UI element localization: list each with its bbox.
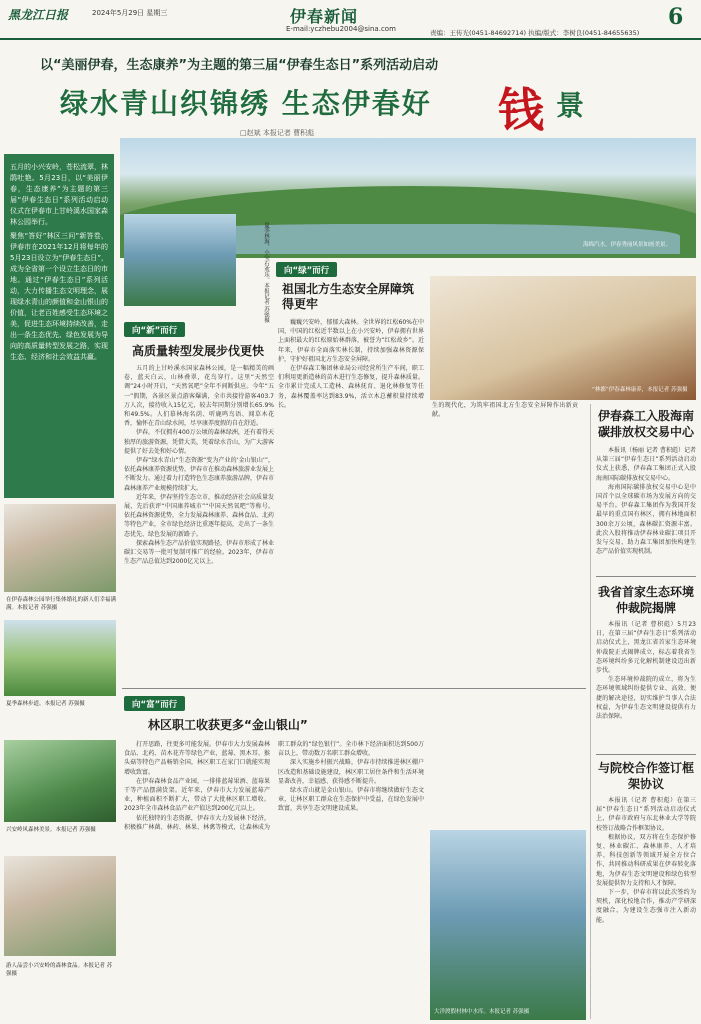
main-headline: 绿水青山织锦绣 生态伊春好 — [60, 87, 432, 120]
headline-highlight-char: 钱 — [498, 83, 544, 137]
photo-caption: “林都”伊春森林康养，本报记者 苏强摄 — [592, 387, 688, 393]
editors-line: 责编：王传光(0451-84692714) 执编/版式：李树良(0451-84655635) — [430, 29, 640, 37]
right-article-2-title: 我省首家生态环境仲裁院揭牌 — [597, 585, 694, 615]
article-body-new: 五月的上甘岭溪水国家森林公园，是一幅精美的画卷，蓝天白云，山林叠翠，花鸟穿行。这里“天然空调”24小时开启，“天然氧吧”全年不间断供应。今年“五一”假期，各景区景点游客爆满，全市共接待游客403.7万人次，接待收入15亿元，较去年同期分别增长65.9%和49.5%。人们慕林海名荫、听鹿鸣鸟语、闻草木花香，愉怀在青山绿水间，尽享康养度假的自在舒适。 伊春，不仅拥有400万公顷的森林绿洲，还有着得天独厚的旅游资源，凭借大美，凭着绿水青山，为广大游客提供了好去处和好心情。 伊春“绿水青山”生态资源“变为产业的‘金山银山’”，依托森林康养资源优势，伊春市在推动森林旅游业发展上不断发力。通过着力打造特色生态康养旅游品牌，伊春市森林康养产业规模持续扩大。 近年来，伊春坚持生态立市，推动经济社会高质量发展，先后获评“中国康养城市”“中国天然氧吧”等称号。依托森林资源优势，全力发展森林康养、森林食品、北药等特色产业，全市绿色经济比重逐年提高，走出了一条生态优先、绿色发展的新路子。 探索森林生态产品价值实现路径，伊春市形成了林业碳汇交易等一批可复制可推广的经验。2023年，伊春市生态产品总值达到2000亿元以上。 — [124, 365, 274, 566]
article-title-green: 祖国北方生态安全屏障筑得更牢 — [282, 282, 415, 311]
paper-name: 黑龙江日报 — [8, 8, 69, 22]
photo-caption: 在伊春森林公园举行集体婚礼的新人们幸福满满。本报记者 苏强摄 — [6, 597, 117, 611]
section-title: 伊春新闻 — [290, 7, 359, 26]
headline-kicker: 以“美丽伊春，生态康养”为主题的第三届“伊春生态日”系列活动启动 — [40, 58, 439, 73]
section-email: E-mail:yczhebu2004@sina.com — [286, 25, 396, 33]
photo-guzheng — [430, 276, 696, 400]
sidebar-paragraph: 五月的小兴安岭，苍松流翠，林鹃吐艳。5月23日，以“美丽伊春，生态康养”为主题的第三届“伊春生态日”系列活动启动仪式在伊春市上甘岭溪水国家森林公园举行。 — [10, 163, 108, 226]
lead-sidebar — [4, 154, 114, 498]
hero-caption: 海绵汽水，伊春秀丽风景如画美景。 — [583, 242, 672, 248]
photo-caption: 夏季森林步道。本报记者 苏强摄 — [6, 701, 85, 707]
right-article-1-title: 伊春森工入股海南碳排放权交易中心 — [597, 409, 694, 439]
sidebar-paragraph: 聚焦“答好”林区三问”新答卷，伊春市在2021年12月将每年的5月23日设立为“伊春生态日”，成为全省第一个设立生态日的市地。通过“伊春生态日”系列活动，大力传播生态文明理念，展现绿水青山的颜值和金山银山的价值，让老百姓感受生态环境之美，促进生态环境持续改善，走出一条生态优先、绿色发展为导向的高质量转型发展之路，实现生态、经济和社会效益共赢。 — [10, 232, 108, 361]
photo-forest — [4, 740, 116, 822]
section-tag-green: 向“绿”而行 — [276, 262, 337, 277]
page-number: 6 — [668, 4, 684, 30]
photo-caption: 大洋渡假村林中水库。本报记者 苏强摄 — [434, 1009, 530, 1015]
right-article-3-body: 本报讯（记者 曹积彪）在第三届“伊春生态日”系列活动启动仪式上，伊春市政府与东北林业大学等院校签订战略合作框架协议。 根据协议，双方将在生态保护修复、林业碳汇、森林康养、人才培养、科技创新等领域开展全方位合作，共同推动科研成果在伊春转化落地，为伊春生态文明建设和绿色转型发展提供智力支持和人才保障。 下一步，伊春市将以此次签约为契机，深化校地合作，推动产学研深度融合，为建设生态强市注入新动能。 — [596, 797, 696, 924]
masthead — [0, 0, 701, 40]
section-tag-new: 向“新”而行 — [124, 322, 185, 337]
photo-wedding — [4, 504, 116, 592]
headline-tail-char: 景 — [556, 89, 585, 122]
photo-caption: 游人品尝小兴安岭的森林食品。本报记者 苏强摄 — [6, 963, 113, 977]
photo-food — [4, 856, 116, 956]
article-body-green: 巍巍兴安岭，郁郁大森林。全世界的红松60%在中国，中国的红松近半数以上在小兴安岭，伊春拥有世界上面积最大的红松原始林群落，被誉为“红松故乡”。近年来，伊春市全面落实林长制，持续加强森林资源保护，守护好祖国北方生态安全屏障。 在伊春森工集团林业局公司经营所生产车间，职工们利用更新造林的苗木进行生态修复，提升森林质量。全市累计完成人工造林、森林抚育、退化林修复等任务，森林覆盖率达到83.9%，活立木总蓄积量持续增长。 生的现代化，为筑牢祖国北方生态安全屏障作出新贡献。 — [278, 319, 578, 419]
article-title-rich: 林区职工收获更多“金山银山” — [148, 718, 308, 732]
right-article-3-title: 与院校合作签订框架协议 — [597, 761, 694, 791]
photo-caption: 兴安岭风森林美景。本报记者 苏强摄 — [6, 827, 96, 833]
section-tag-rich: 向“富”而行 — [124, 696, 185, 711]
article-title-new: 高质量转型发展步伐更快 — [132, 344, 265, 358]
byline: □赵斌 本报记者 曹积彪 — [240, 129, 315, 137]
issue-date: 2024年5月29日 星期三 — [92, 9, 168, 17]
right-article-1-body: 本报讯（杨丽 记者 曹积彪）记者从第三届“伊春生态日”系列活动启动仪式上获悉，伊春森工集团正式入股海南国际碳排放权交易中心。 海南国际碳排放权交易中心是中国首个以全球碳市场为发展方向的交易平台。伊春森工集团作为我国开发最早的重点国有林区，拥有林地面积300余万公顷，森林碳汇资源丰富。此次入股将推动伊春林业碳汇项目开发与交易，助力森工集团加快构建生态产品价值实现机制。 — [596, 447, 696, 556]
photo-caption: 夏季林海，小宝石欢乐。本报记者 苏强摄 — [263, 222, 269, 323]
photo-lake — [124, 214, 236, 306]
photo-reservoir — [430, 830, 586, 1020]
right-article-2-body: 本报讯（记者 曹积彪）5月23日，在第三届“伊春生态日”系列活动启动仪式上，黑龙江省首家生态环境仲裁院正式揭牌成立，标志着我省生态环境纠纷多元化解机制建设迈出新步伐。 生态环境仲裁院的成立，将为生态环境领域纠纷提供专业、高效、便捷的解决途径，切实维护当事人合法权益，为伊春生态文明建设提供有力法治保障。 — [596, 621, 696, 721]
article-body-rich: 打开思路，往更多可能发展。伊春市大力发展森林食品、北药、苗木花卉等绿色产业，蓝莓、黑木耳、猴头菇等特色产品畅销全国，林区职工在家门口就能实现增收致富。 在伊春森林食品产业园，一排排蓝莓果酒、蓝莓果干等产品摆满货架。近年来，伊春市大力发展蓝莓产业，种植面积不断扩大，带动了大批林区职工增收。2023年全市森林食品产业产值达到200亿元以上。 依托独特的生态资源，伊春市大力发展林下经济，积极推广林菌、林药、林果、林禽等模式，让森林成为职工群众的“绿色银行”。全市林下经济面积达到500万亩以上，带动数万名职工群众增收。 深入实施乡村振兴战略，伊春市持续推进林区棚户区改造和基础设施建设，林区职工居住条件和生活环境显著改善，幸福感、获得感不断提升。 绿水青山就是金山银山。伊春市将继续做好生态文章，让林区职工群众在生态保护中受益，在绿色发展中致富，共享生态文明建设成果。 — [124, 741, 424, 831]
photo-trail — [4, 620, 116, 696]
